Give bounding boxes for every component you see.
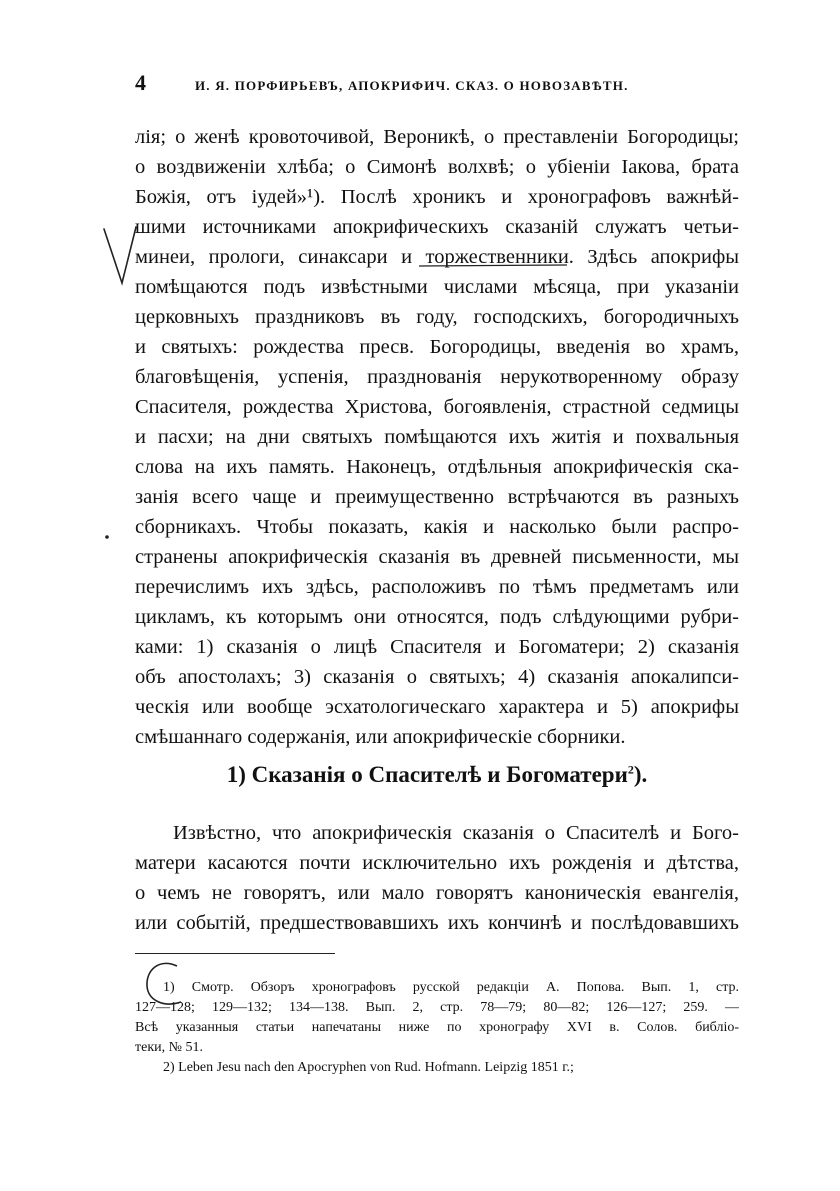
footnote-line: теки, № 51. <box>135 1040 203 1055</box>
page-number: 4 <box>135 70 146 95</box>
text-line: слова на ихъ память. Наконецъ, отдѣльныя апокрифическія ска- <box>135 456 739 478</box>
text-line: объ апостолахъ; 3) сказанія о святыхъ; 4) сказанія апокалипси- <box>135 666 739 688</box>
footnote-line: 1) Смотр. Обзоръ хронографовъ русской редакціи А. Попова. Вып. 1, стр. <box>163 980 739 995</box>
text-line: странены апокрифическія сказанія въ древней письменности, мы <box>135 546 739 568</box>
main-paragraph <box>135 122 739 752</box>
text-line: помѣщаются подъ извѣстными числами мѣсяца, при указаніи <box>135 276 739 298</box>
text-line: церковныхъ праздниковъ въ году, господскихъ, богородичныхъ <box>135 306 739 328</box>
text-line: лія; о женѣ кровоточивой, Вероникѣ, о преставленіи Богородицы; <box>135 126 739 148</box>
text-line: ками: 1) сказанія о лицѣ Спасителя и Богоматери; 2) сказанія <box>135 636 739 658</box>
footnotes <box>135 978 739 1078</box>
text-line: сборникахъ. Чтобы показать, какія и насколько были распро- <box>135 516 739 538</box>
text-line: цикламъ, къ которымъ они относятся, подъ слѣдующими рубри- <box>135 606 739 628</box>
footnote-ref: 2 <box>627 762 634 777</box>
section-paragraph <box>135 818 739 938</box>
running-title: И. Я. ПОРФИРЬЕВЪ, АПОКРИФИЧ. СКАЗ. О НОВОЗАВѢТН. <box>195 78 629 93</box>
margin-checkmark <box>100 225 140 287</box>
page-header <box>135 70 740 100</box>
footnote-line: 127—128; 129—132; 134—138. Вып. 2, стр. 78—79; 80—82; 126—127; 259. — <box>135 1000 739 1015</box>
text-line: перечислимъ ихъ здѣсь, расположивъ по тѣмъ предметамъ или <box>135 576 739 598</box>
section-title-close: ). <box>633 762 648 787</box>
text-line: Спасителя, рождества Христова, богоявленія, страстной седмицы <box>135 396 739 418</box>
text-line: ческія или вообще эсхатологическаго характера и 5) апокрифы <box>135 696 739 718</box>
footnote-divider <box>135 953 335 954</box>
section-heading <box>135 757 739 793</box>
text-line: о воздвиженіи хлѣба; о Симонѣ волхвѣ; о убіеніи Іакова, брата <box>135 156 739 178</box>
footnote-line: Всѣ указанныя статьи напечатаны ниже по хронографу XVI в. Солов. библіо- <box>135 1020 739 1035</box>
text-line: благовѣщенія, успенія, празднованія нерукотворенному образу <box>135 366 739 388</box>
text-line: занія всего чаще и преимущественно встрѣчаются въ разныхъ <box>135 486 739 508</box>
text-line: и пасхи; на дни святыхъ помѣщаются ихъ житія и похвальныя <box>135 426 739 448</box>
text-line: и святыхъ: рождества пресв. Богородицы, введенія во храмъ, <box>135 336 739 358</box>
text-line: смѣшаннаго содержанія, или апокрифическіе сборники. <box>135 726 626 748</box>
text-line: минеи, прологи, синаксари и торжественники. Здѣсь апокрифы <box>135 246 739 268</box>
text-line: Извѣстно, что апокрифическія сказанія о Спасителѣ и Бого- <box>173 822 739 844</box>
text-line: шими источниками апокрифическихъ сказаній служатъ четьи- <box>135 216 739 238</box>
text-line: или событій, предшествовавшихъ ихъ кончинѣ и послѣдовавшихъ <box>135 912 739 934</box>
margin-dot <box>104 534 110 540</box>
footnote-line: 2) Leben Jesu nach den Apocryphen von Rud. Hofmann. Leipzig 1851 г.; <box>163 1060 574 1075</box>
section-title: 1) Сказанія о Спасителѣ и Богоматери <box>226 762 628 787</box>
text-line: о чемъ не говорятъ, или мало говорятъ каноническія евангелія, <box>135 882 739 904</box>
text-line: матери касаются почти исключительно ихъ рожденія и дѣтства, <box>135 852 739 874</box>
text-line: Божія, отъ іудей»¹). Послѣ хроникъ и хронографовъ важнѣй- <box>135 186 739 208</box>
